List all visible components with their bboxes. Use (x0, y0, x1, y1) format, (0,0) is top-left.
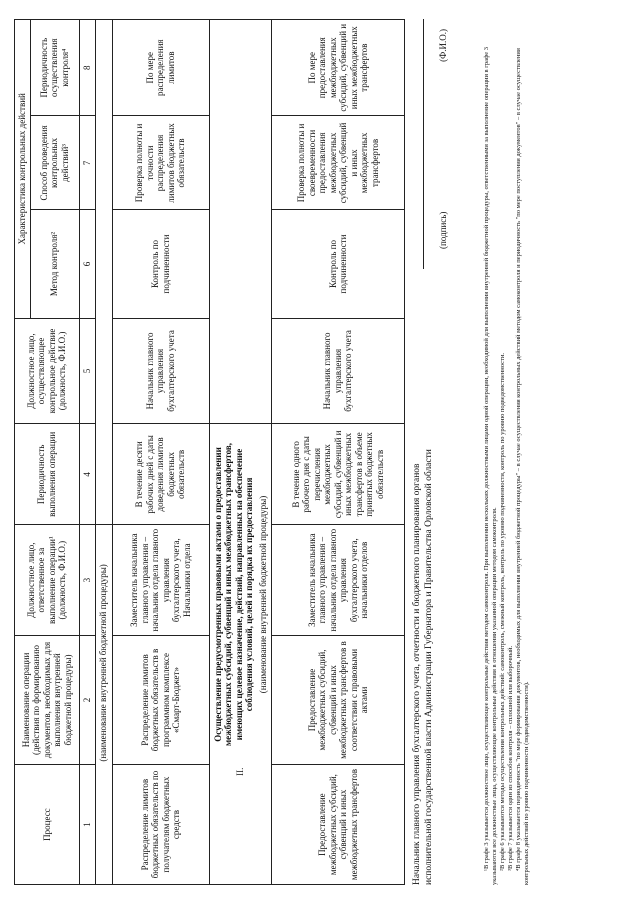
column-number-row (79, 20, 95, 885)
column-number: 4 (79, 424, 95, 525)
header-row-1 (15, 20, 31, 885)
column-number: 3 (79, 525, 95, 635)
section-2-caption: (наименование внутренней бюджетной процедуры) (257, 495, 268, 694)
row1-periodicity: В течение десяти рабочих дней с даты доведения лимитов бюджетных обязательств (112, 424, 209, 525)
row1-way: Проверка полноты и точности распределения лимитов бюджетных обязательств (112, 116, 209, 210)
row1-responsible: Заместитель начальника главного управления – начальник отдела главного управления бухгалтерского учета, Начальники отдела (112, 525, 209, 635)
row1-process: Распределение лимитов бюджетных обязательств по получателям бюджетных средств (112, 765, 209, 885)
header-periodicity: Периодичность выполнения операции (15, 424, 80, 525)
section-2-title: Осуществление предусмотренных правовыми актами о предоставлении межбюджетных субсидий, субвенций и иных межбюджетных трансфертов, имеющих целевое назначение, действий, направленных на обеспечение соблюдения условий, целей и порядка их предоставления (212, 443, 254, 746)
header-operation-name: Наименование операции (действия по формированию документов, необходимых для выполнения внутренней бюджетной процедуры) (15, 635, 80, 764)
row1-control-person: Начальник главного управления бухгалтерского учета (112, 318, 209, 424)
footnote-1: ¹В графе 3 указывается должностное лицо, осуществляющее контрольные действия методом самоконтроля. При выполнении нескольких должностными лицами одной операции, необходимой для выполнения внутренней бюджетной процедуры, ответственными за выполнение операции в графе 3 указываются все должностные лица, осуществляющие контрольные действия в отношении указанной операции методом самоконтроля. (483, 46, 498, 885)
row2-responsible: Заместитель начальника главного управления – начальник отдела главного управления бухгалтерского учета, начальники отделов (272, 525, 405, 635)
section-2-row (209, 20, 272, 885)
header-characteristics: Характеристика контрольных действий (15, 20, 31, 319)
signature-block (411, 19, 448, 885)
footnote-3: ³В графе 7 указывается один из способов контроля – сплошной или выборочный. (507, 645, 514, 871)
row2-operation: Предоставление межбюджетных субсидий, субвенций и иных межбюджетных трансфертов в соответствии с правовыми актами (272, 635, 405, 764)
row2-process: Предоставление межбюджетных субсидий, субвенций и иных межбюджетных трансфертов (272, 765, 405, 885)
column-number: 8 (79, 20, 95, 116)
header-control-person: Должностное лицо, осуществляющее контрольное действие (должность, Ф.И.О.) (15, 318, 80, 424)
procedure-caption: (наименование внутренней бюджетной процедуры) (95, 525, 112, 765)
row2-control-person: Начальник главного управления бухгалтерского учета (272, 318, 405, 424)
name-label: (Ф.И.О.) (438, 29, 448, 62)
column-number: 5 (79, 318, 95, 424)
column-number: 7 (79, 116, 95, 210)
header-process: Процесс (15, 765, 80, 885)
row2-way: Проверка полноты и своевременности предоставления межбюджетных субсидий, субвенций и иных межбюджетных трансфертов (272, 116, 405, 210)
section-2-title-cell (209, 424, 272, 765)
row2-periodicity: В течение одного рабочего дня с даты перечисления межбюджетных субсидий, субвенций и иных межбюджетных трансфертов в объеме принятых бюджетных обязательств (272, 424, 405, 525)
footnotes (483, 19, 531, 885)
table-row-transfers (272, 20, 405, 885)
internal-control-table (14, 19, 405, 885)
header-control-way: Способ проведения контрольных действий³ (30, 116, 79, 210)
section-2-number: II. (209, 765, 272, 885)
procedure-caption-row (95, 20, 112, 885)
header-control-method: Метод контроля² (30, 210, 79, 318)
footnote-4: ⁴В графе 8 указывается периодичность "по мере формирования документов, необходимых для выполнения внутренней бюджетной процедуры" – в случае осуществления контрольных действий методом самоконтроля и периодичность "по мере поступления документов" – в случае осуществления контрольных действий по уровню подчиненности (подведомственности). (515, 48, 530, 885)
row2-control-periodicity: По мере предоставления межбюджетных субсидий, субвенций и иных межбюджетных трансфертов (272, 20, 405, 116)
column-number: 2 (79, 635, 95, 764)
row1-control-periodicity: По мере распределения лимитов (112, 20, 209, 116)
header-responsible-person: Должностное лицо, ответственное за выполнение операции¹ (должность, Ф.И.О.) (15, 525, 80, 635)
row1-method: Контроль по подчиненности (112, 210, 209, 318)
row1-operation: Распределение лимитов бюджетных обязательств в программном комплексе «Смарт-Бюджет» (112, 635, 209, 764)
column-number: 6 (79, 210, 95, 318)
signature-line (423, 19, 424, 269)
footnote-2: ²В графе 6 указываются методы осуществления контрольных действий: самоконтроль, смежный контроль, контроль по уровню подчиненности, контроль по уровню подведомственности. (499, 353, 506, 871)
section-2-empty (209, 20, 272, 424)
header-control-periodicity: Периодичность осуществления контроля⁴ (30, 20, 79, 116)
signature-label: (подпись) (438, 211, 448, 249)
column-number: 1 (79, 765, 95, 885)
signatory-title: Начальник главного управления бухгалтерского учета, отчетности и бюджетного планирования органов исполнительной государственной власти Администрации Губернатора и Правительства Орловской области (412, 449, 434, 885)
table-row-limits (112, 20, 209, 885)
row2-method: Контроль по подчиненности (272, 210, 405, 318)
